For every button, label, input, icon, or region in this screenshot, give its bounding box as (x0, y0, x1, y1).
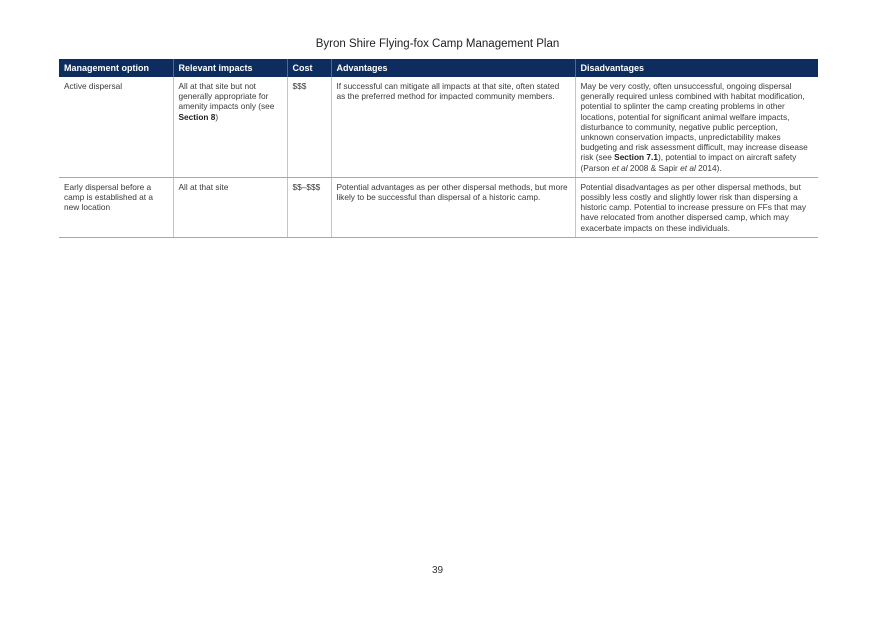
cell-advantages: If successful can mitigate all impacts at that site, often stated as the preferred method for impacted community members. (331, 77, 575, 177)
et-al-citation: et al (611, 162, 628, 173)
header-advantages: Advantages (331, 59, 575, 77)
cell-disadvantages: Potential disadvantages as per other dispersal methods, but possibly less costly and slightly lower risk than dispersing a historic camp. Potential to increase pressure on FFs that may have relocated from another dispersed camp, which may exacerbate impacts on these individuals. (575, 177, 818, 237)
impacts-text-end: ) (215, 111, 219, 122)
cell-impacts: All at that site (173, 177, 287, 237)
section-reference: Section 7.1 (614, 152, 658, 163)
cell-cost: $$–$$$ (287, 177, 331, 237)
management-options-table (59, 59, 818, 238)
table-row (59, 77, 818, 177)
cell-option: Active dispersal (59, 77, 173, 177)
disadvantages-text: May be very costly, often unsuccessful, ongoing dispersal generally required unless combined with habitat modification, potential to splinter the camp creating problems in other locations, potential for significant animal welfare impacts, disturbance to community, negative public perception, unknown conservation impacts, unpredictability makes budgeting and risk assessment difficult, may increase disease risk (see (580, 81, 808, 163)
disadvantages-text-mid2: 2008 & Sapir (627, 162, 681, 173)
impacts-text: All at that site but not generally appropriate for amenity impacts only (see (178, 81, 275, 112)
table-row (59, 177, 818, 237)
cell-option: Early dispersal before a camp is established at a new location (59, 177, 173, 237)
disadvantages-text-mid: ), potential to impact on aircraft safety (Parson (580, 152, 797, 173)
cell-advantages: Potential advantages as per other dispersal methods, but more likely to be successful than dispersal of a historic camp. (331, 177, 575, 237)
cell-cost: $$$ (287, 77, 331, 177)
header-disadvantages: Disadvantages (575, 59, 818, 77)
table-header-row (59, 59, 818, 77)
header-relevant-impacts: Relevant impacts (173, 59, 287, 77)
document-title: Byron Shire Flying-fox Camp Management Plan (315, 38, 560, 50)
cell-impacts (173, 77, 287, 177)
section-reference: Section 8 (178, 111, 216, 122)
cell-disadvantages (575, 77, 818, 177)
header-management-option: Management option (59, 59, 173, 77)
disadvantages-text-end: 2014). (695, 162, 722, 173)
header-cost: Cost (287, 59, 331, 77)
page-number: 39 (431, 565, 444, 576)
et-al-citation: et al (680, 162, 696, 173)
